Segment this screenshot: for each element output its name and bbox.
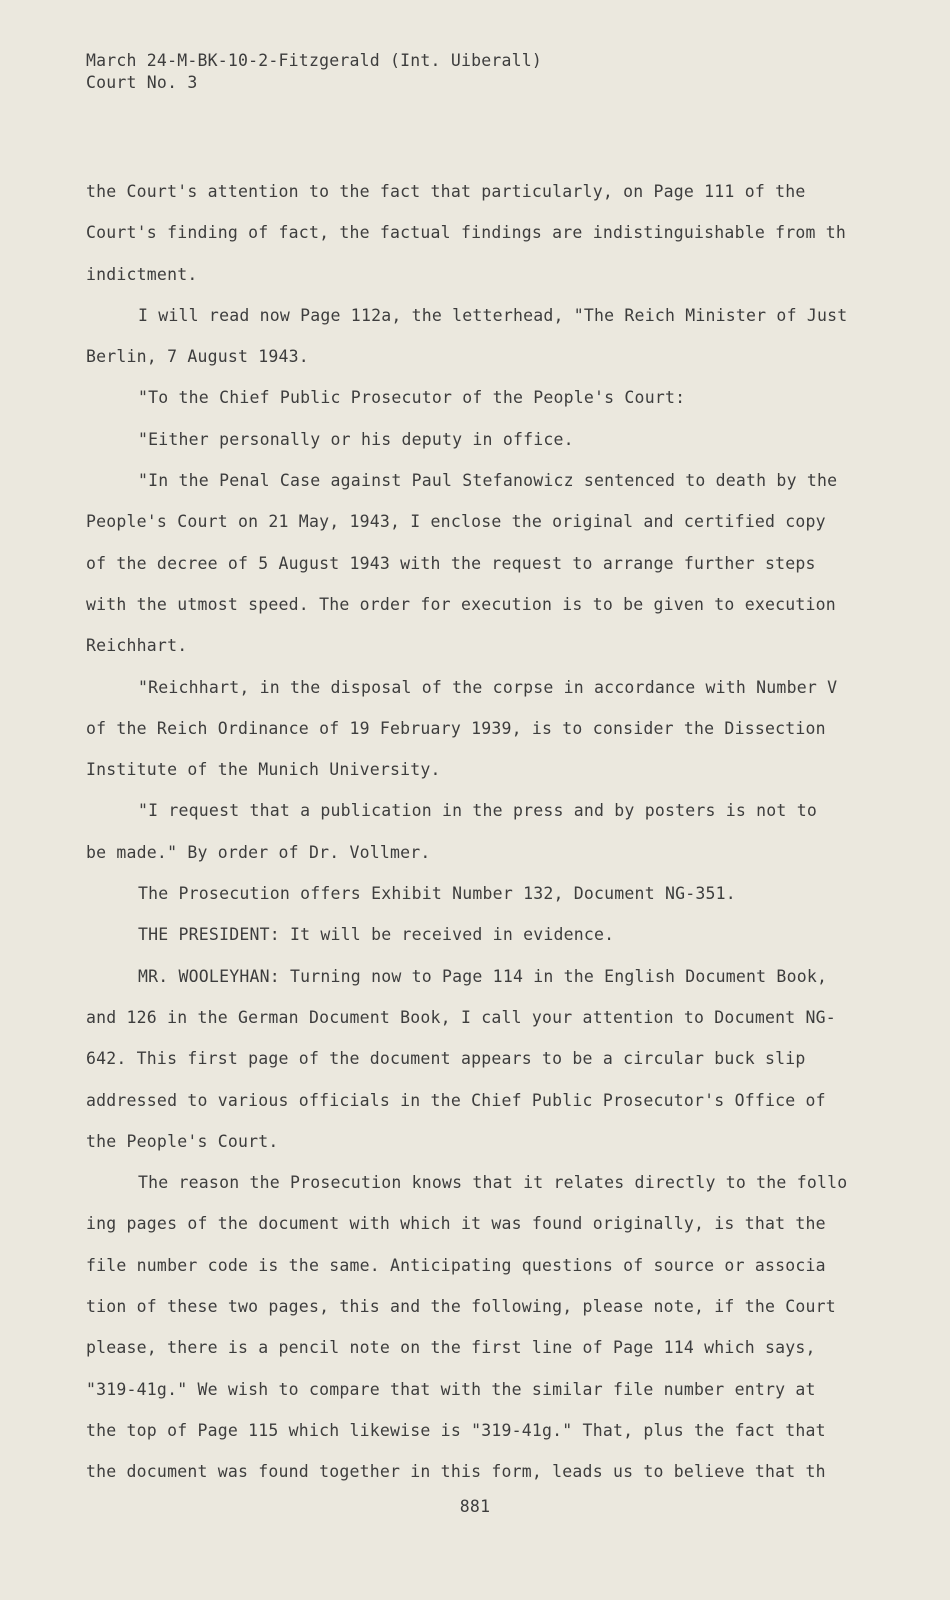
transcript-line: indictment. [86,264,198,284]
document-header [86,50,542,94]
transcript-line: the People's Court. [86,1131,279,1151]
transcript-line: MR. WOOLEYHAN: Turning now to Page 114 in the English Document Book, [138,966,828,986]
transcript-line: be made." By order of Dr. Vollmer. [86,842,431,862]
transcript-line: The Prosecution offers Exhibit Number 132, Document NG-351. [138,884,736,904]
transcript-line: Reichhart. [86,636,188,656]
page-number: 881 [459,1497,491,1516]
transcript-line: "Reichhart, in the disposal of the corpse in accordance with Number V [138,677,838,697]
transcript-line: tion of these two pages, this and the following, please note, if the Court [86,1297,836,1317]
transcript-line: of the Reich Ordinance of 19 February 1939, is to consider the Dissection [86,718,826,738]
transcript-line: the top of Page 115 which likewise is "319-41g." That, plus the fact that [86,1420,826,1440]
transcript-line: Berlin, 7 August 1943. [86,347,309,367]
transcript-line: "In the Penal Case against Paul Stefanowicz sentenced to death by the [138,471,838,491]
transcript-line: "319-41g." We wish to compare that with the similar file number entry at [86,1379,816,1399]
transcript-lines [86,171,866,1493]
transcript-line: addressed to various officials in the Chief Public Prosecutor's Office of [86,1090,826,1110]
transcript-line: and 126 in the German Document Book, I call your attention to Document NG- [86,1007,836,1027]
transcript-line: ing pages of the document with which it was found originally, is that the [86,1214,826,1234]
transcript-line: "Either personally or his deputy in office. [138,429,574,449]
transcript-line: Institute of the Munich University. [86,760,441,780]
transcript-body [86,171,866,1493]
header-line-1: March 24-M-BK-10-2-Fitzgerald (Int. Uiberall) [86,51,543,70]
transcript-line: 642. This first page of the document appears to be a circular buck slip [86,1049,806,1069]
transcript-line: "I request that a publication in the press and by posters is not to [138,801,817,821]
transcript-line: please, there is a pencil note on the first line of Page 114 which says, [86,1338,816,1358]
transcript-line: Court's finding of fact, the factual findings are indistinguishable from th [86,223,847,243]
transcript-line: with the utmost speed. The order for execution is to be given to execution [86,594,836,614]
header-line-2: Court No. 3 [86,73,198,92]
transcript-line: I will read now Page 112a, the letterhead, "The Reich Minister of Just [138,305,848,325]
transcript-line: file number code is the same. Anticipating questions of source or associa [86,1255,826,1275]
transcript-line: of the decree of 5 August 1943 with the request to arrange further steps [86,553,816,573]
transcript-line: the Court's attention to the fact that particularly, on Page 111 of the [86,182,806,201]
transcript-line: "To the Chief Public Prosecutor of the People's Court: [138,388,686,408]
transcript-line: the document was found together in this form, leads us to believe that th [86,1462,826,1482]
transcript-line: People's Court on 21 May, 1943, I enclose the original and certified copy [86,512,826,532]
transcript-line: The reason the Prosecution knows that it relates directly to the follo [138,1173,848,1193]
transcript-line: THE PRESIDENT: It will be received in evidence. [138,925,615,945]
